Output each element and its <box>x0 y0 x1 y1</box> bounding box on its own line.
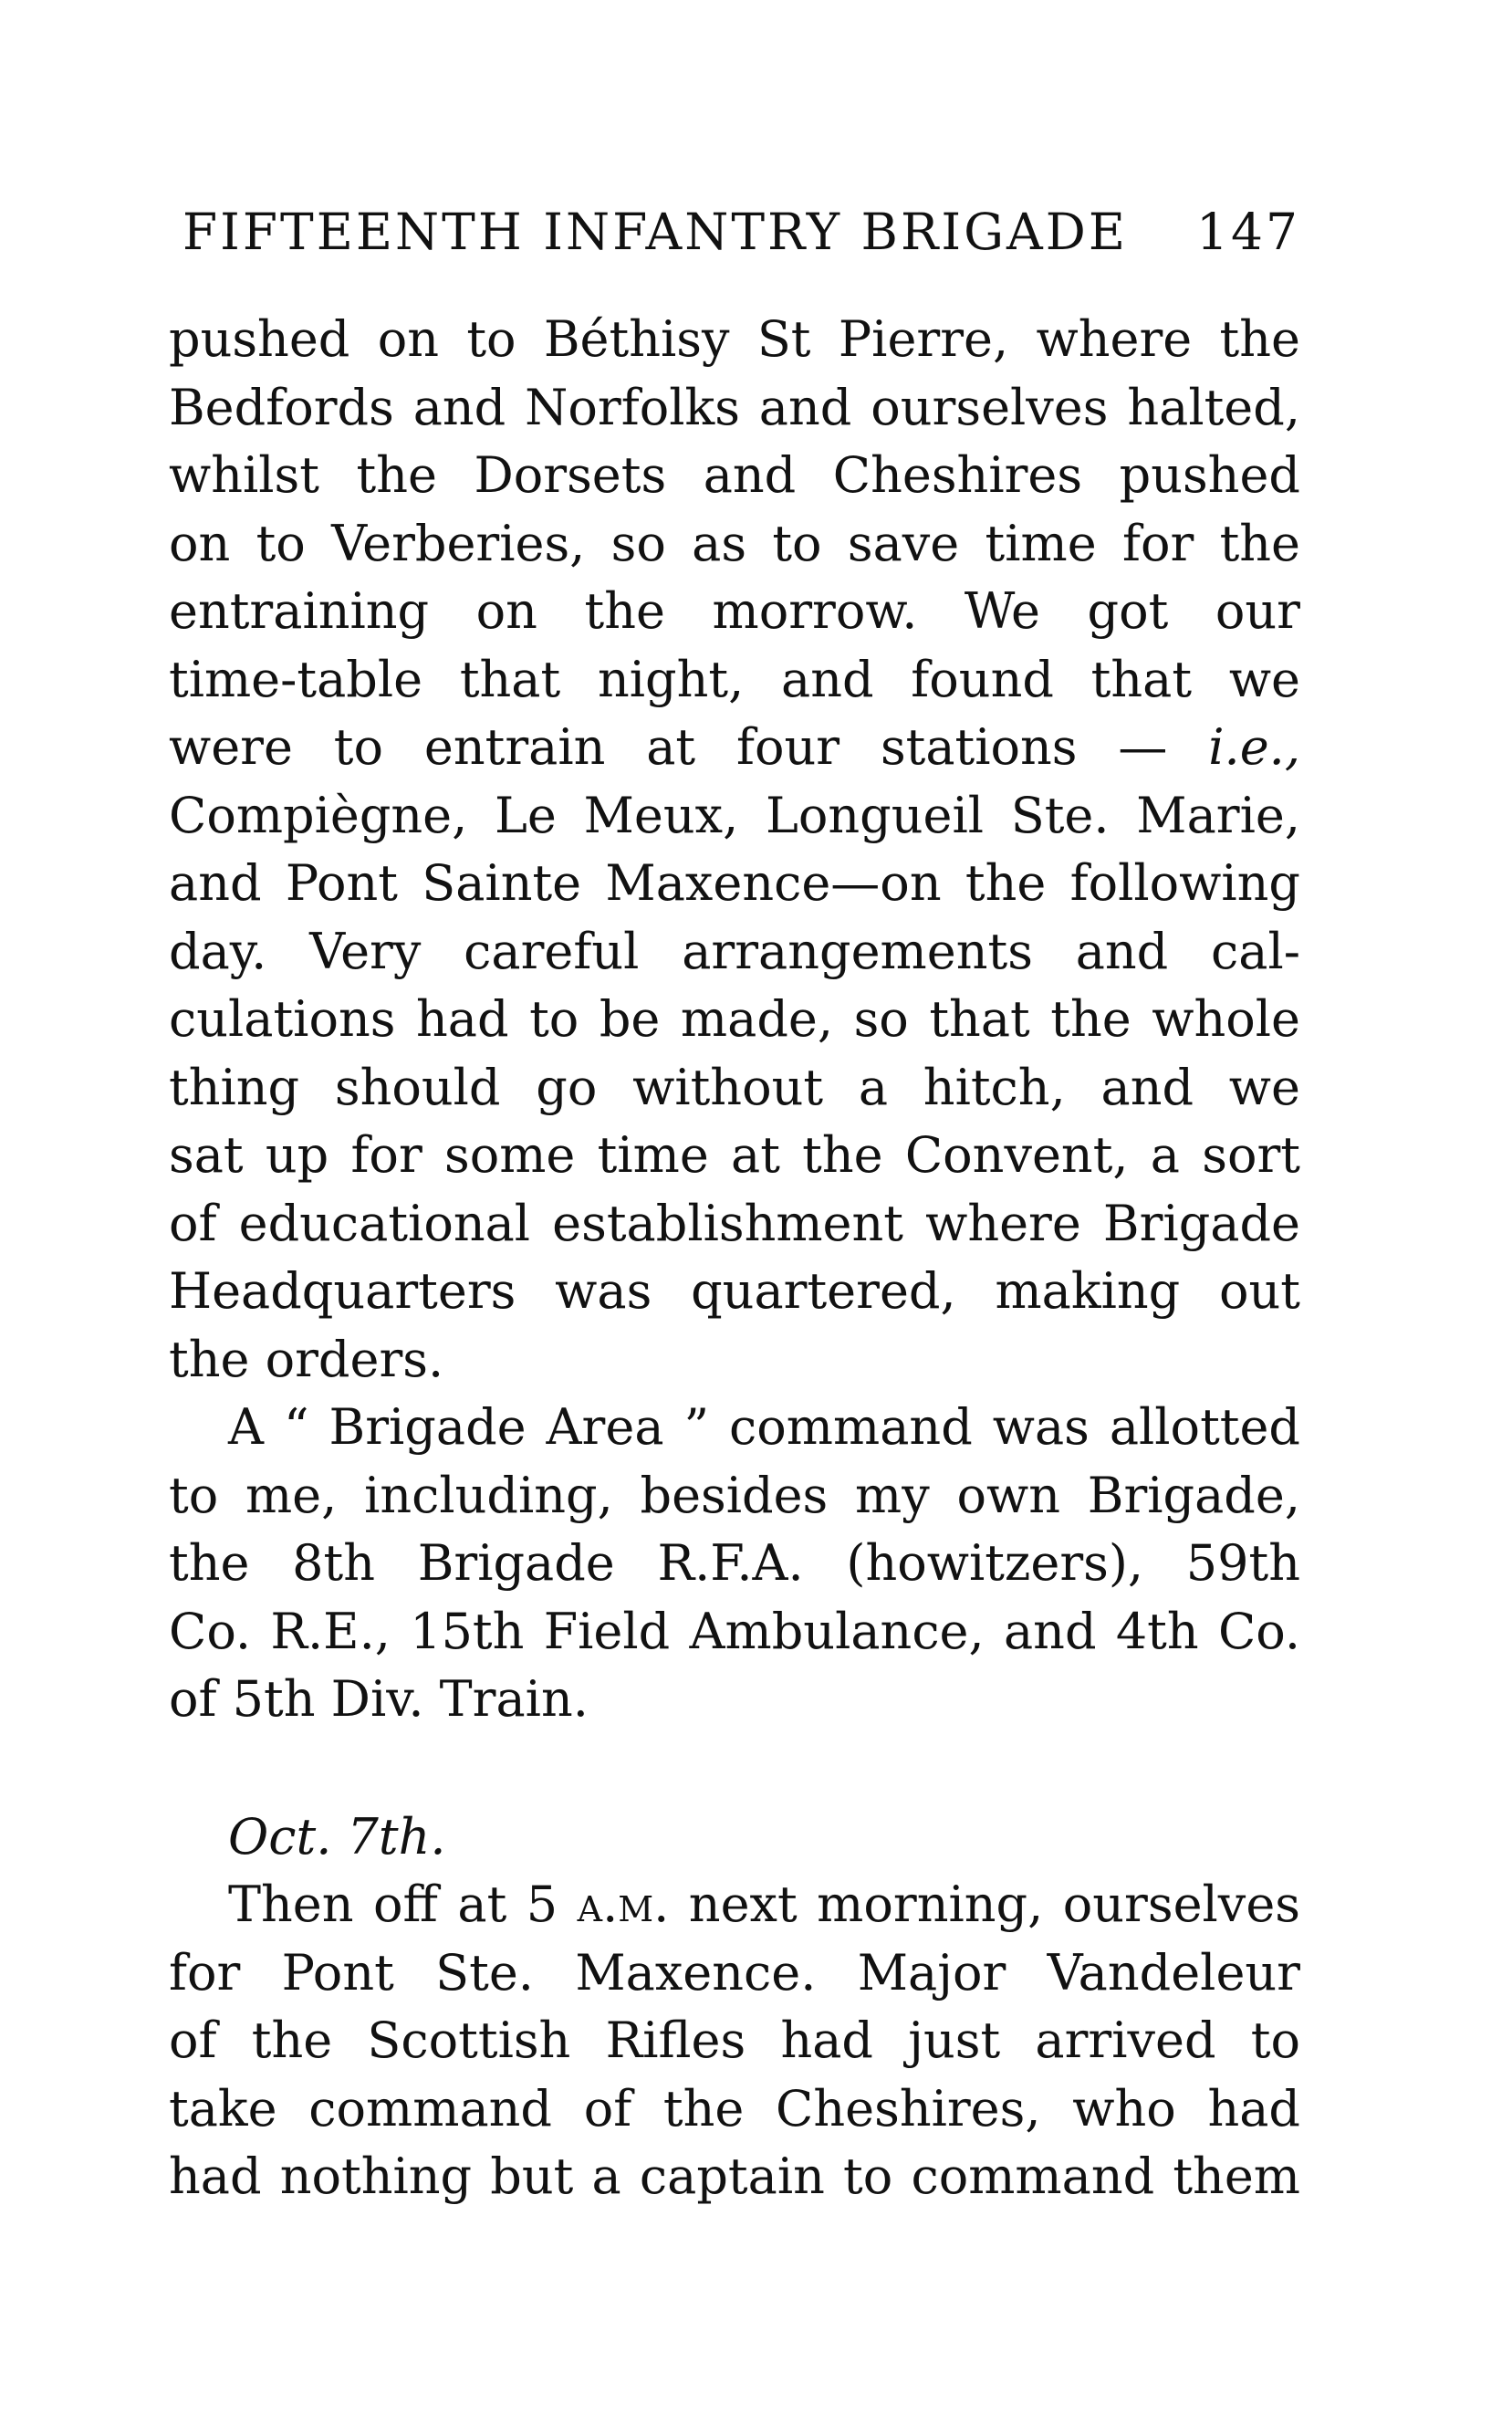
time-abbreviation: a.m. <box>577 1876 670 1933</box>
text-line: had nothing but a captain to command them <box>169 2148 1300 2205</box>
paragraph-1 <box>169 306 1300 1394</box>
text-line: the orders. <box>169 1330 444 1388</box>
text-line: Compiègne, Le Meux, Longueil Ste. Marie, <box>169 786 1300 844</box>
text-line: for Pont Ste. Maxence. Major Vandeleur <box>169 1943 1300 2001</box>
section-gap <box>169 1734 1300 1803</box>
page-number: 147 <box>1196 203 1300 261</box>
text-line: day. Very careful arrangements and cal- <box>169 922 1300 980</box>
text-line: to me, including, besides my own Brigade, <box>169 1466 1300 1524</box>
ie-abbreviation: i.e., <box>1208 718 1300 776</box>
text-line: sat up for some time at the Convent, a sort <box>169 1126 1300 1184</box>
text-line <box>169 714 1300 782</box>
text-line: of educational establishment where Brigade <box>169 1194 1300 1252</box>
running-head <box>182 203 1300 266</box>
paragraph-3 <box>169 1871 1300 2211</box>
text-line: Headquarters was quartered, making out <box>169 1262 1300 1320</box>
text-line: thing should go without a hitch, and we <box>169 1058 1300 1116</box>
text-line: pushed on to Béthisy St Pierre, where the <box>169 310 1300 368</box>
text-line: Bedfords and Norfolks and ourselves halted, <box>169 378 1300 436</box>
text-line: time-table that night, and found that we <box>169 650 1300 708</box>
text-segment: Then off at 5 <box>228 1876 578 1933</box>
text-line: culations had to be made, so that the whole <box>169 990 1300 1048</box>
text-line: whilst the Dorsets and Cheshires pushed <box>169 446 1300 504</box>
text-line: of 5th Div. Train. <box>169 1670 589 1728</box>
dateline: Oct. 7th. <box>228 1807 446 1865</box>
text-line: and Pont Sainte Maxence—on the following <box>169 854 1300 912</box>
text-line: the 8th Brigade R.F.A. (howitzers), 59th <box>169 1534 1300 1592</box>
text-segment: were to entrain at four stations — <box>169 718 1168 776</box>
text-line: entraining on the morrow. We got our <box>169 582 1300 640</box>
paragraph-2 <box>169 1394 1300 1734</box>
text-line: A “ Brigade Area ” command was allotted <box>228 1398 1300 1456</box>
text-line: take command of the Cheshires, who had <box>169 2079 1300 2137</box>
text-line: on to Verberies, so as to save time for the <box>169 514 1300 572</box>
body-text <box>169 306 1300 2211</box>
text-line: Co. R.E., 15th Field Ambulance, and 4th Co. <box>169 1602 1300 1660</box>
text-line <box>169 1871 1300 1939</box>
chapter-title: FIFTEENTH INFANTRY BRIGADE <box>182 203 1129 261</box>
text-segment: next morning, ourselves <box>669 1876 1300 1933</box>
text-line: of the Scottish Rifles had just arrived to <box>169 2012 1300 2069</box>
